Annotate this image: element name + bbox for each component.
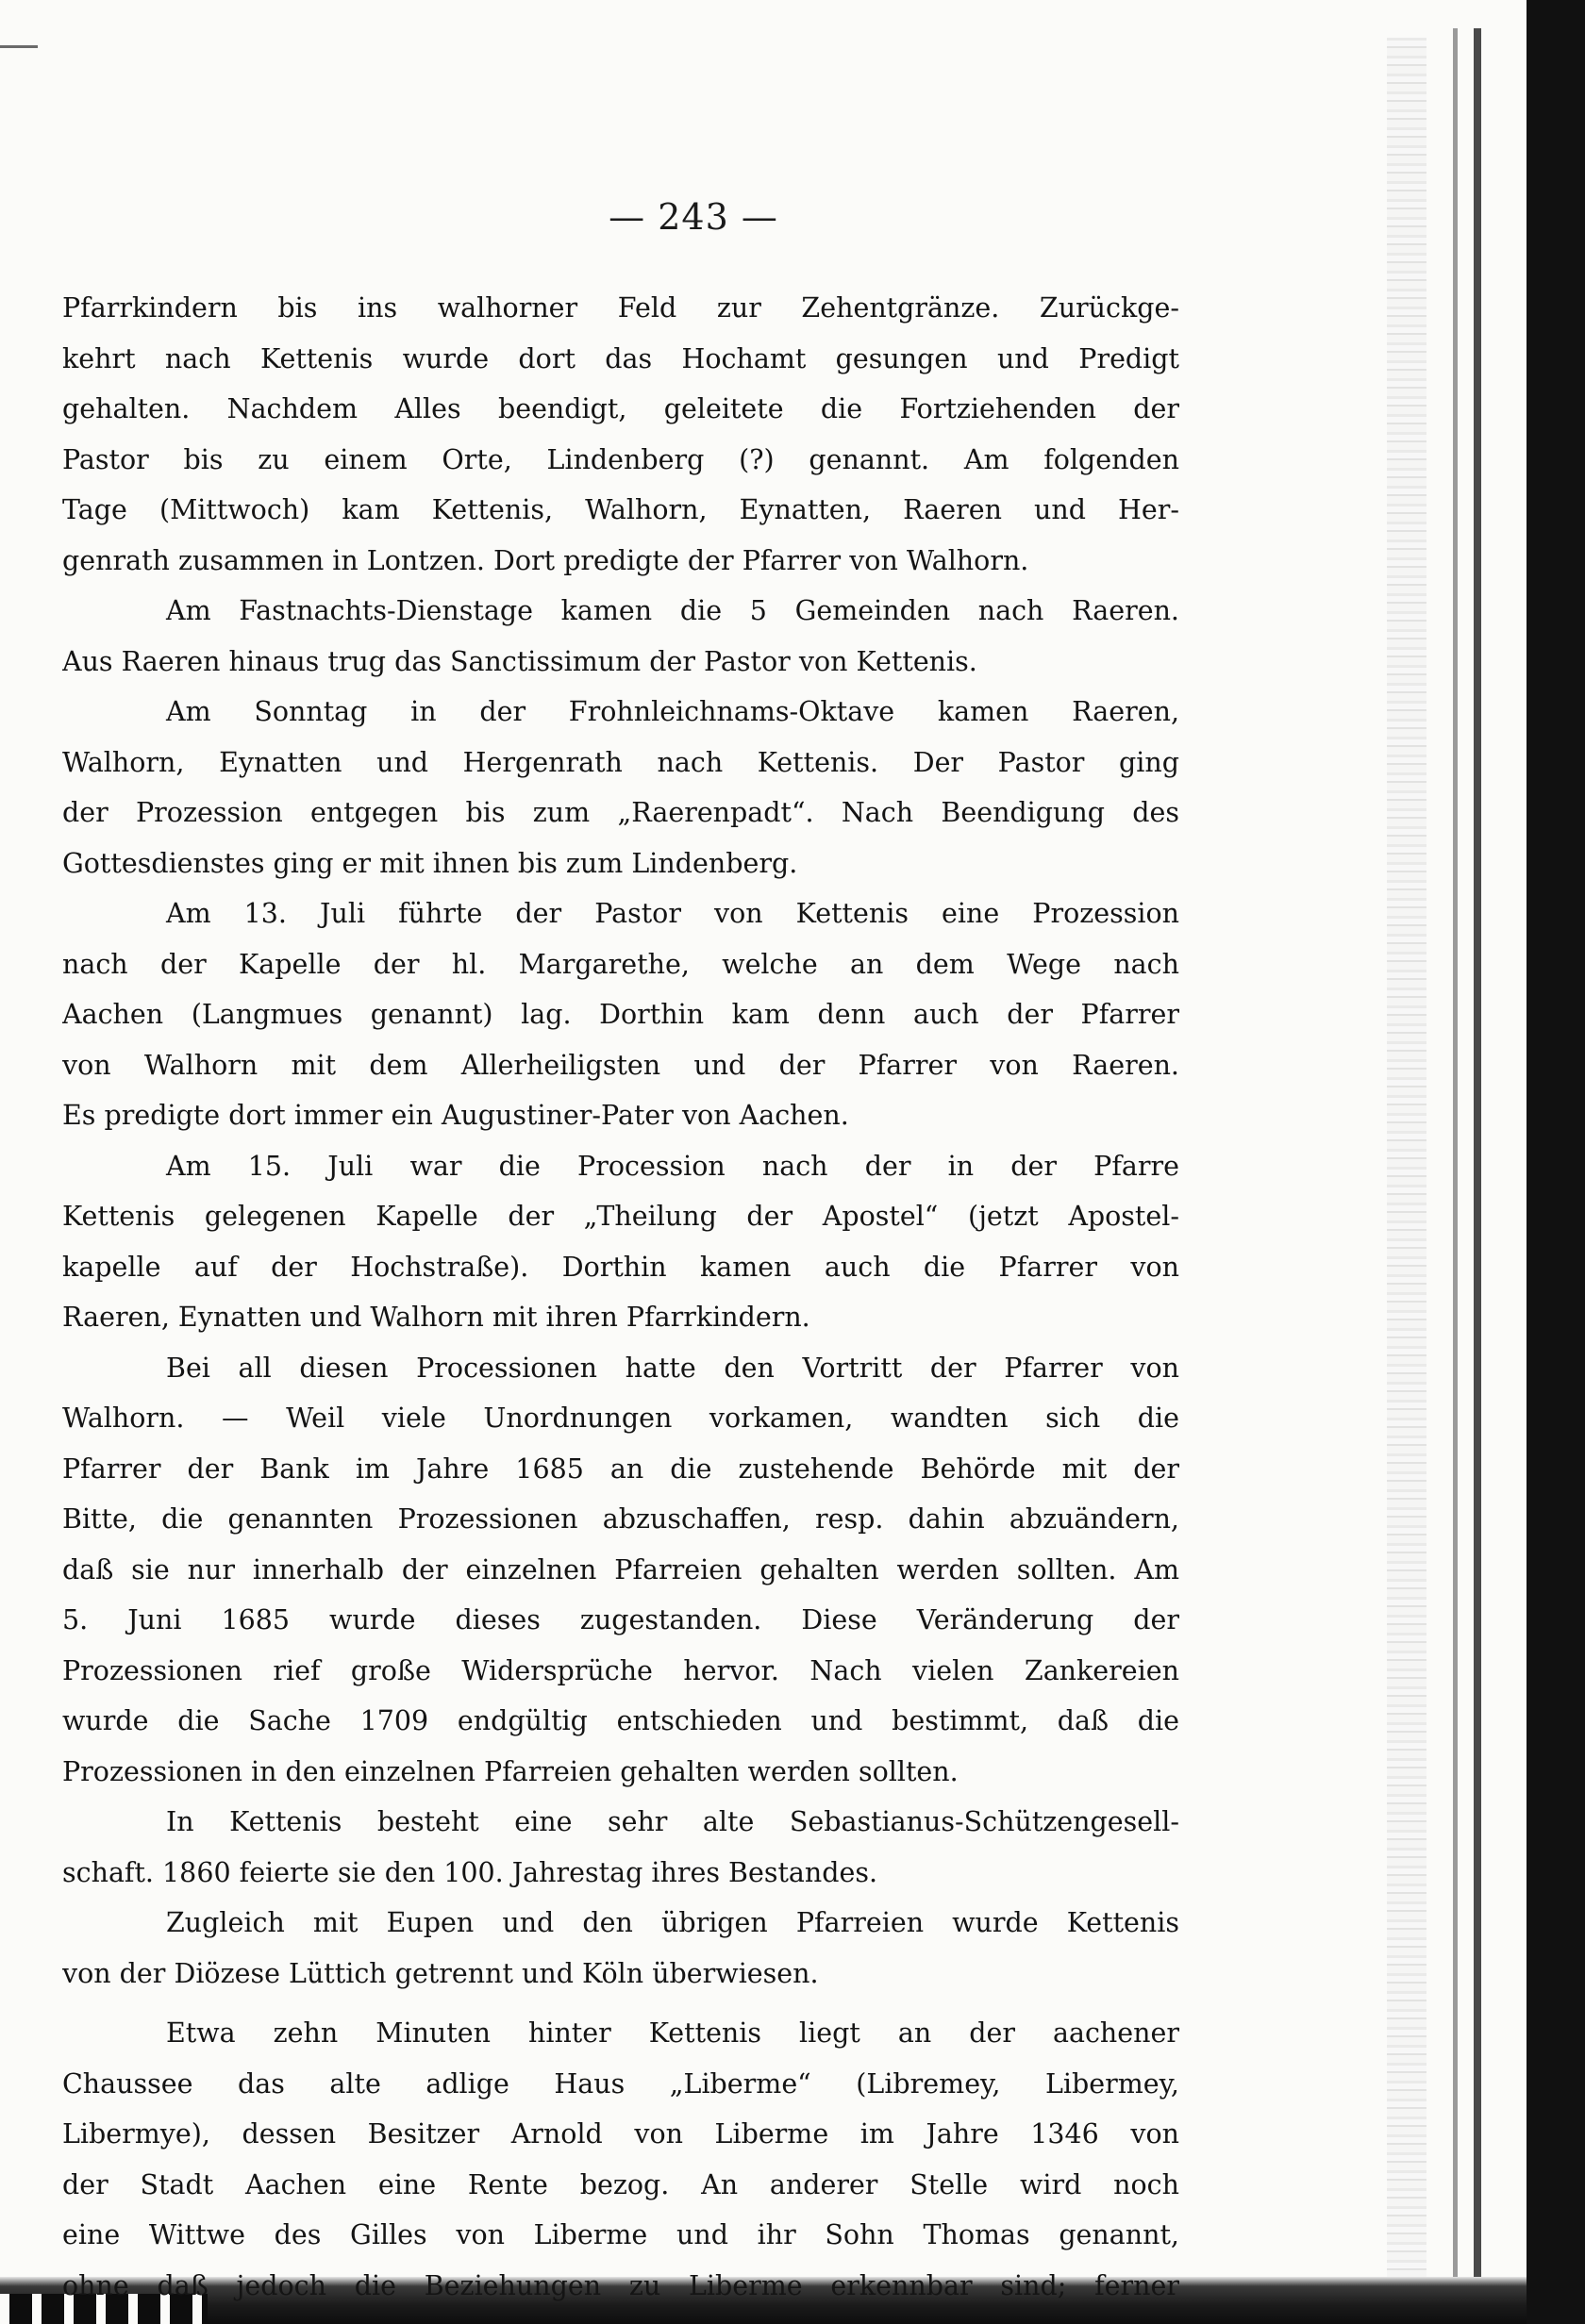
paragraph	[62, 1797, 1179, 1898]
text-line: Prozessionen rief große Widersprüche hervor. Nach vielen Zankereien	[62, 1654, 1179, 1686]
text-line: der Stadt Aachen eine Rente bezog. An anderer Stelle wird noch	[62, 2168, 1179, 2200]
text-line: Am 15. Juli war die Procession nach der in der Pfarre	[166, 1150, 1179, 1182]
text-line: kehrt nach Kettenis wurde dort das Hochamt gesungen und Predigt	[62, 342, 1179, 374]
gutter-line	[1474, 28, 1481, 2292]
text-line: Walhorn. — Weil viele Unordnungen vorkamen, wandten sich die	[62, 1403, 1179, 1434]
paragraph-gap	[62, 1999, 1179, 2008]
scan-mark	[0, 45, 38, 48]
text-line: Tage (Mittwoch) kam Kettenis, Walhorn, Eynatten, Raeren und Her-	[62, 494, 1179, 525]
binding-edge	[1527, 0, 1585, 2324]
page-number: — 243 —	[609, 196, 778, 238]
text-line: wurde die Sache 1709 endgültig entschieden und bestimmt, daß die	[62, 1705, 1179, 1736]
gutter-noise	[1387, 38, 1426, 2282]
text-line: Pfarrkindern bis ins walhorner Feld zur Zehentgränze. Zurückge-	[62, 292, 1179, 324]
text-line: 5. Juni 1685 wurde dieses zugestanden. Diese Veränderung der	[62, 1604, 1179, 1635]
text-line: Walhorn, Eynatten und Hergenrath nach Kettenis. Der Pastor ging	[62, 746, 1179, 778]
text-line: Libermye), dessen Besitzer Arnold von Liberme im Jahre 1346 von	[62, 2118, 1179, 2150]
text-line: Prozessionen in den einzelnen Pfarreien gehalten werden sollten.	[62, 1755, 959, 1787]
paragraph	[62, 888, 1179, 1141]
paragraph	[62, 2008, 1179, 2311]
text-line: Gottesdienstes ging er mit ihnen bis zum Lindenberg.	[62, 847, 798, 879]
text-line: der Prozession entgegen bis zum „Raerenpadt“. Nach Beendigung des	[62, 797, 1179, 828]
text-line: Es predigte dort immer ein Augustiner-Pater von Aachen.	[62, 1100, 849, 1131]
paragraph	[62, 1898, 1179, 1999]
text-line: eine Wittwe des Gilles von Liberme und ihr Sohn Thomas genannt,	[62, 2219, 1179, 2250]
text-line: schaft. 1860 feierte sie den 100. Jahrestag ihres Bestandes.	[62, 1856, 878, 1888]
text-line: In Kettenis besteht eine sehr alte Sebastianus-Schützengesell-	[166, 1806, 1179, 1837]
text-line: Pfarrer der Bank im Jahre 1685 an die zustehende Behörde mit der	[62, 1452, 1179, 1485]
text-line: Am Fastnachts-Dienstage kamen die 5 Gemeinden nach Raeren.	[166, 595, 1179, 626]
paragraph	[62, 586, 1179, 687]
text-line: von der Diözese Lüttich getrennt und Köln überwiesen.	[62, 1957, 819, 1989]
text-line: Pastor bis zu einem Orte, Lindenberg (?) genannt. Am folgenden	[62, 443, 1179, 475]
text-line: kapelle auf der Hochstraße). Dorthin kamen auch die Pfarrer von	[62, 1251, 1179, 1283]
text-line: Etwa zehn Minuten hinter Kettenis liegt an der aachener	[166, 2017, 1179, 2049]
text-line: Am 13. Juli führte der Pastor von Kettenis eine Prozession	[166, 898, 1179, 929]
paragraph	[62, 283, 1179, 586]
text-line: daß sie nur innerhalb der einzelnen Pfarreien gehalten werden sollten. Am	[62, 1553, 1179, 1585]
text-line: Am Sonntag in der Frohnleichnams-Oktave kamen Raeren,	[166, 696, 1179, 727]
text-line: Aachen (Langmues genannt) lag. Dorthin kam denn auch der Pfarrer	[62, 999, 1179, 1030]
text-line: gehalten. Nachdem Alles beendigt, geleitete die Fortziehenden der	[62, 393, 1179, 424]
text-line: nach der Kapelle der hl. Margarethe, welche an dem Wege nach	[62, 948, 1179, 980]
text-line: genrath zusammen in Lontzen. Dort predigte der Pfarrer von Walhorn.	[62, 544, 1029, 576]
paragraph	[62, 1141, 1179, 1343]
paragraph	[62, 1343, 1179, 1798]
paragraph	[62, 687, 1179, 888]
text-line: Zugleich mit Eupen und den übrigen Pfarreien wurde Kettenis	[166, 1907, 1179, 1938]
body-text	[62, 283, 1179, 2311]
text-line: von Walhorn mit dem Allerheiligsten und der Pfarrer von Raeren.	[62, 1049, 1179, 1081]
text-line: ohne daß jedoch die Beziehungen zu Liberme erkennbar sind; ferner	[62, 2269, 1179, 2301]
text-line: Chaussee das alte adlige Haus „Liberme“ (Libremey, Libermey,	[62, 2067, 1179, 2100]
text-line: Kettenis gelegenen Kapelle der „Theilung der Apostel“ (jetzt Apostel-	[62, 1201, 1179, 1232]
text-line: Raeren, Eynatten und Walhorn mit ihren Pfarrkindern.	[62, 1302, 810, 1333]
text-line: Aus Raeren hinaus trug das Sanctissimum der Pastor von Kettenis.	[62, 645, 977, 677]
gutter-line	[1453, 28, 1458, 2292]
text-line: Bei all diesen Processionen hatte den Vortritt der Pfarrer von	[166, 1352, 1179, 1384]
text-line: Bitte, die genannten Prozessionen abzuschaffen, resp. dahin abzuändern,	[62, 1503, 1179, 1535]
